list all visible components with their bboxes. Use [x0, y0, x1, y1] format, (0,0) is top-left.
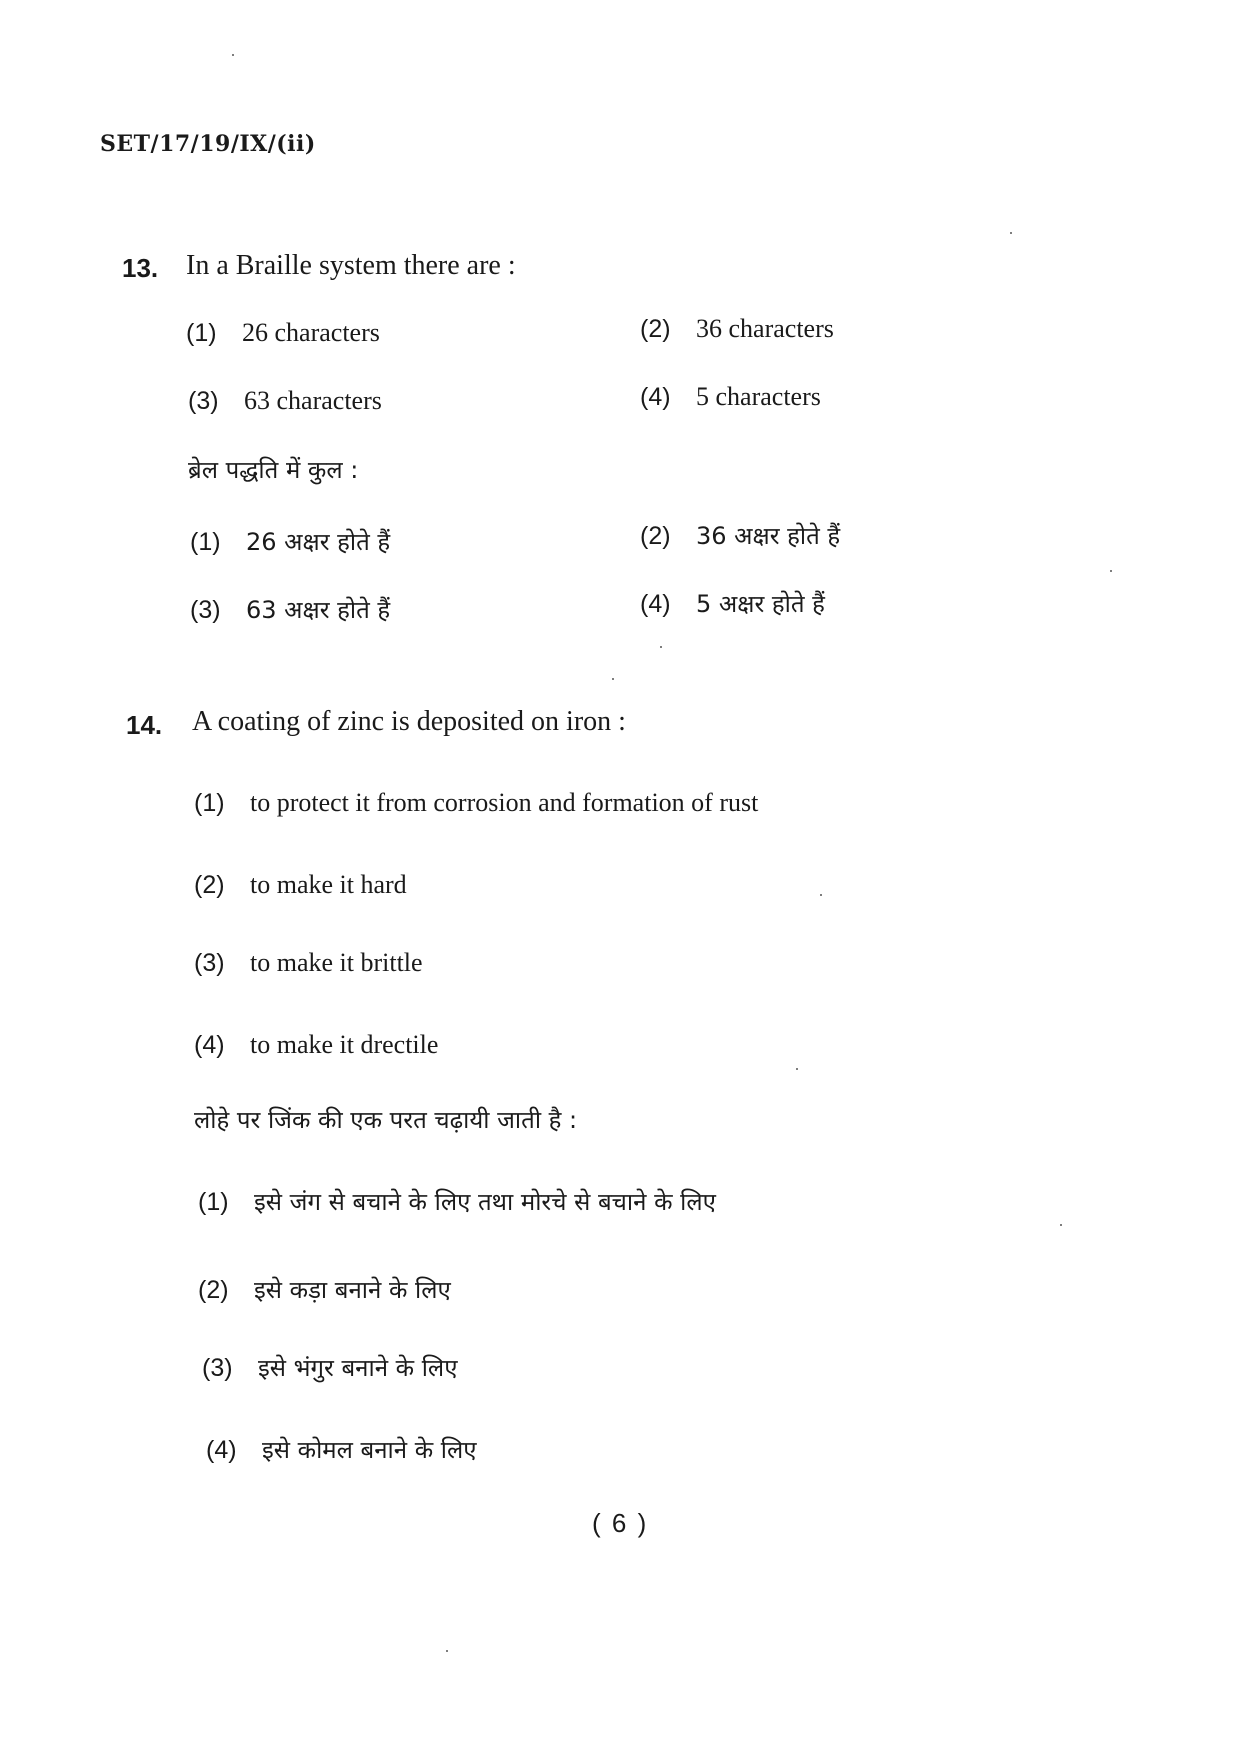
q13-option-1-number: (1)	[186, 319, 217, 347]
scan-speck	[612, 678, 614, 680]
q14-hindi-option-3-number: (3)	[202, 1354, 233, 1382]
q14-option-3	[194, 950, 423, 976]
scan-speck	[1060, 1224, 1062, 1226]
q14-option-4-text: to make it drectile	[250, 1030, 439, 1059]
page-number: ( 6 )	[592, 1508, 649, 1538]
q13-hindi-option-2-text: 36 अक्षर होते हैं	[696, 522, 841, 550]
q13-hindi-option-2	[640, 524, 840, 549]
question-13-text: In a Braille system there are :	[186, 250, 516, 281]
question-13-number: 13.	[122, 253, 159, 283]
q14-option-2-text: to make it hard	[250, 870, 407, 899]
q14-hindi-option-1	[198, 1190, 716, 1215]
q14-option-1-number: (1)	[194, 789, 225, 817]
q14-option-4-number: (4)	[194, 1031, 225, 1059]
scan-speck	[1010, 232, 1012, 234]
q14-hindi-option-4-text: इसे कोमल बनाने के लिए	[262, 1436, 477, 1464]
q13-option-2-text: 36 characters	[696, 314, 834, 343]
q13-hindi-option-3-number: (3)	[190, 596, 221, 624]
q13-option-4-text: 5 characters	[696, 382, 821, 411]
q14-option-3-text: to make it brittle	[250, 948, 423, 977]
q13-hindi-option-2-number: (2)	[640, 522, 671, 550]
q14-hindi-option-2-number: (2)	[198, 1276, 229, 1304]
q14-option-2-number: (2)	[194, 871, 225, 899]
question-14-text-hindi: लोहे पर जिंक की एक परत चढ़ायी जाती है :	[194, 1106, 578, 1134]
scan-speck	[796, 1068, 798, 1070]
q14-option-1-text: to protect it from corrosion and formation of rust	[250, 788, 759, 817]
q13-hindi-option-1-text: 26 अक्षर होते हैं	[246, 528, 391, 556]
scan-speck	[232, 54, 234, 56]
q14-option-4	[194, 1032, 438, 1058]
q13-option-3-text: 63 characters	[244, 386, 382, 415]
question-14-text: A coating of zinc is deposited on iron :	[192, 706, 626, 737]
question-14-number: 14.	[126, 710, 163, 740]
scan-speck	[820, 894, 822, 896]
q14-option-1	[194, 790, 758, 816]
q13-hindi-option-4-text: 5 अक्षर होते हैं	[696, 590, 825, 618]
q14-option-3-number: (3)	[194, 949, 225, 977]
question-13-text-hindi: ब्रेल पद्धति में कुल :	[188, 456, 359, 484]
q14-option-2	[194, 872, 407, 898]
scan-speck	[446, 1650, 448, 1652]
q14-hindi-option-3	[202, 1356, 457, 1381]
q14-hindi-option-4	[206, 1438, 477, 1463]
q13-hindi-option-1-number: (1)	[190, 528, 221, 556]
q13-option-1-text: 26 characters	[242, 318, 380, 347]
q13-hindi-option-3	[190, 598, 390, 623]
q13-option-2	[640, 316, 834, 342]
q14-hindi-option-4-number: (4)	[206, 1436, 237, 1464]
q14-hindi-option-3-text: इसे भंगुर बनाने के लिए	[258, 1354, 458, 1382]
scan-speck	[1110, 570, 1112, 572]
q13-option-3-number: (3)	[188, 387, 219, 415]
q13-option-3	[188, 388, 382, 414]
q13-hindi-option-4	[640, 592, 825, 617]
q14-hindi-option-2-text: इसे कड़ा बनाने के लिए	[254, 1276, 451, 1304]
q13-option-1	[186, 320, 380, 346]
q13-hindi-option-1	[190, 530, 390, 555]
q13-option-2-number: (2)	[640, 315, 671, 343]
q14-hindi-option-1-text: इसे जंग से बचाने के लिए तथा मोरचे से बचाने के लिए	[254, 1188, 716, 1216]
q13-hindi-option-4-number: (4)	[640, 590, 671, 618]
scan-speck	[660, 646, 662, 648]
q13-option-4	[640, 384, 821, 410]
q13-option-4-number: (4)	[640, 383, 671, 411]
q14-hindi-option-1-number: (1)	[198, 1188, 229, 1216]
q13-hindi-option-3-text: 63 अक्षर होते हैं	[246, 596, 391, 624]
set-code: SET/17/19/IX/(ii)	[100, 131, 316, 157]
q14-hindi-option-2	[198, 1278, 451, 1303]
